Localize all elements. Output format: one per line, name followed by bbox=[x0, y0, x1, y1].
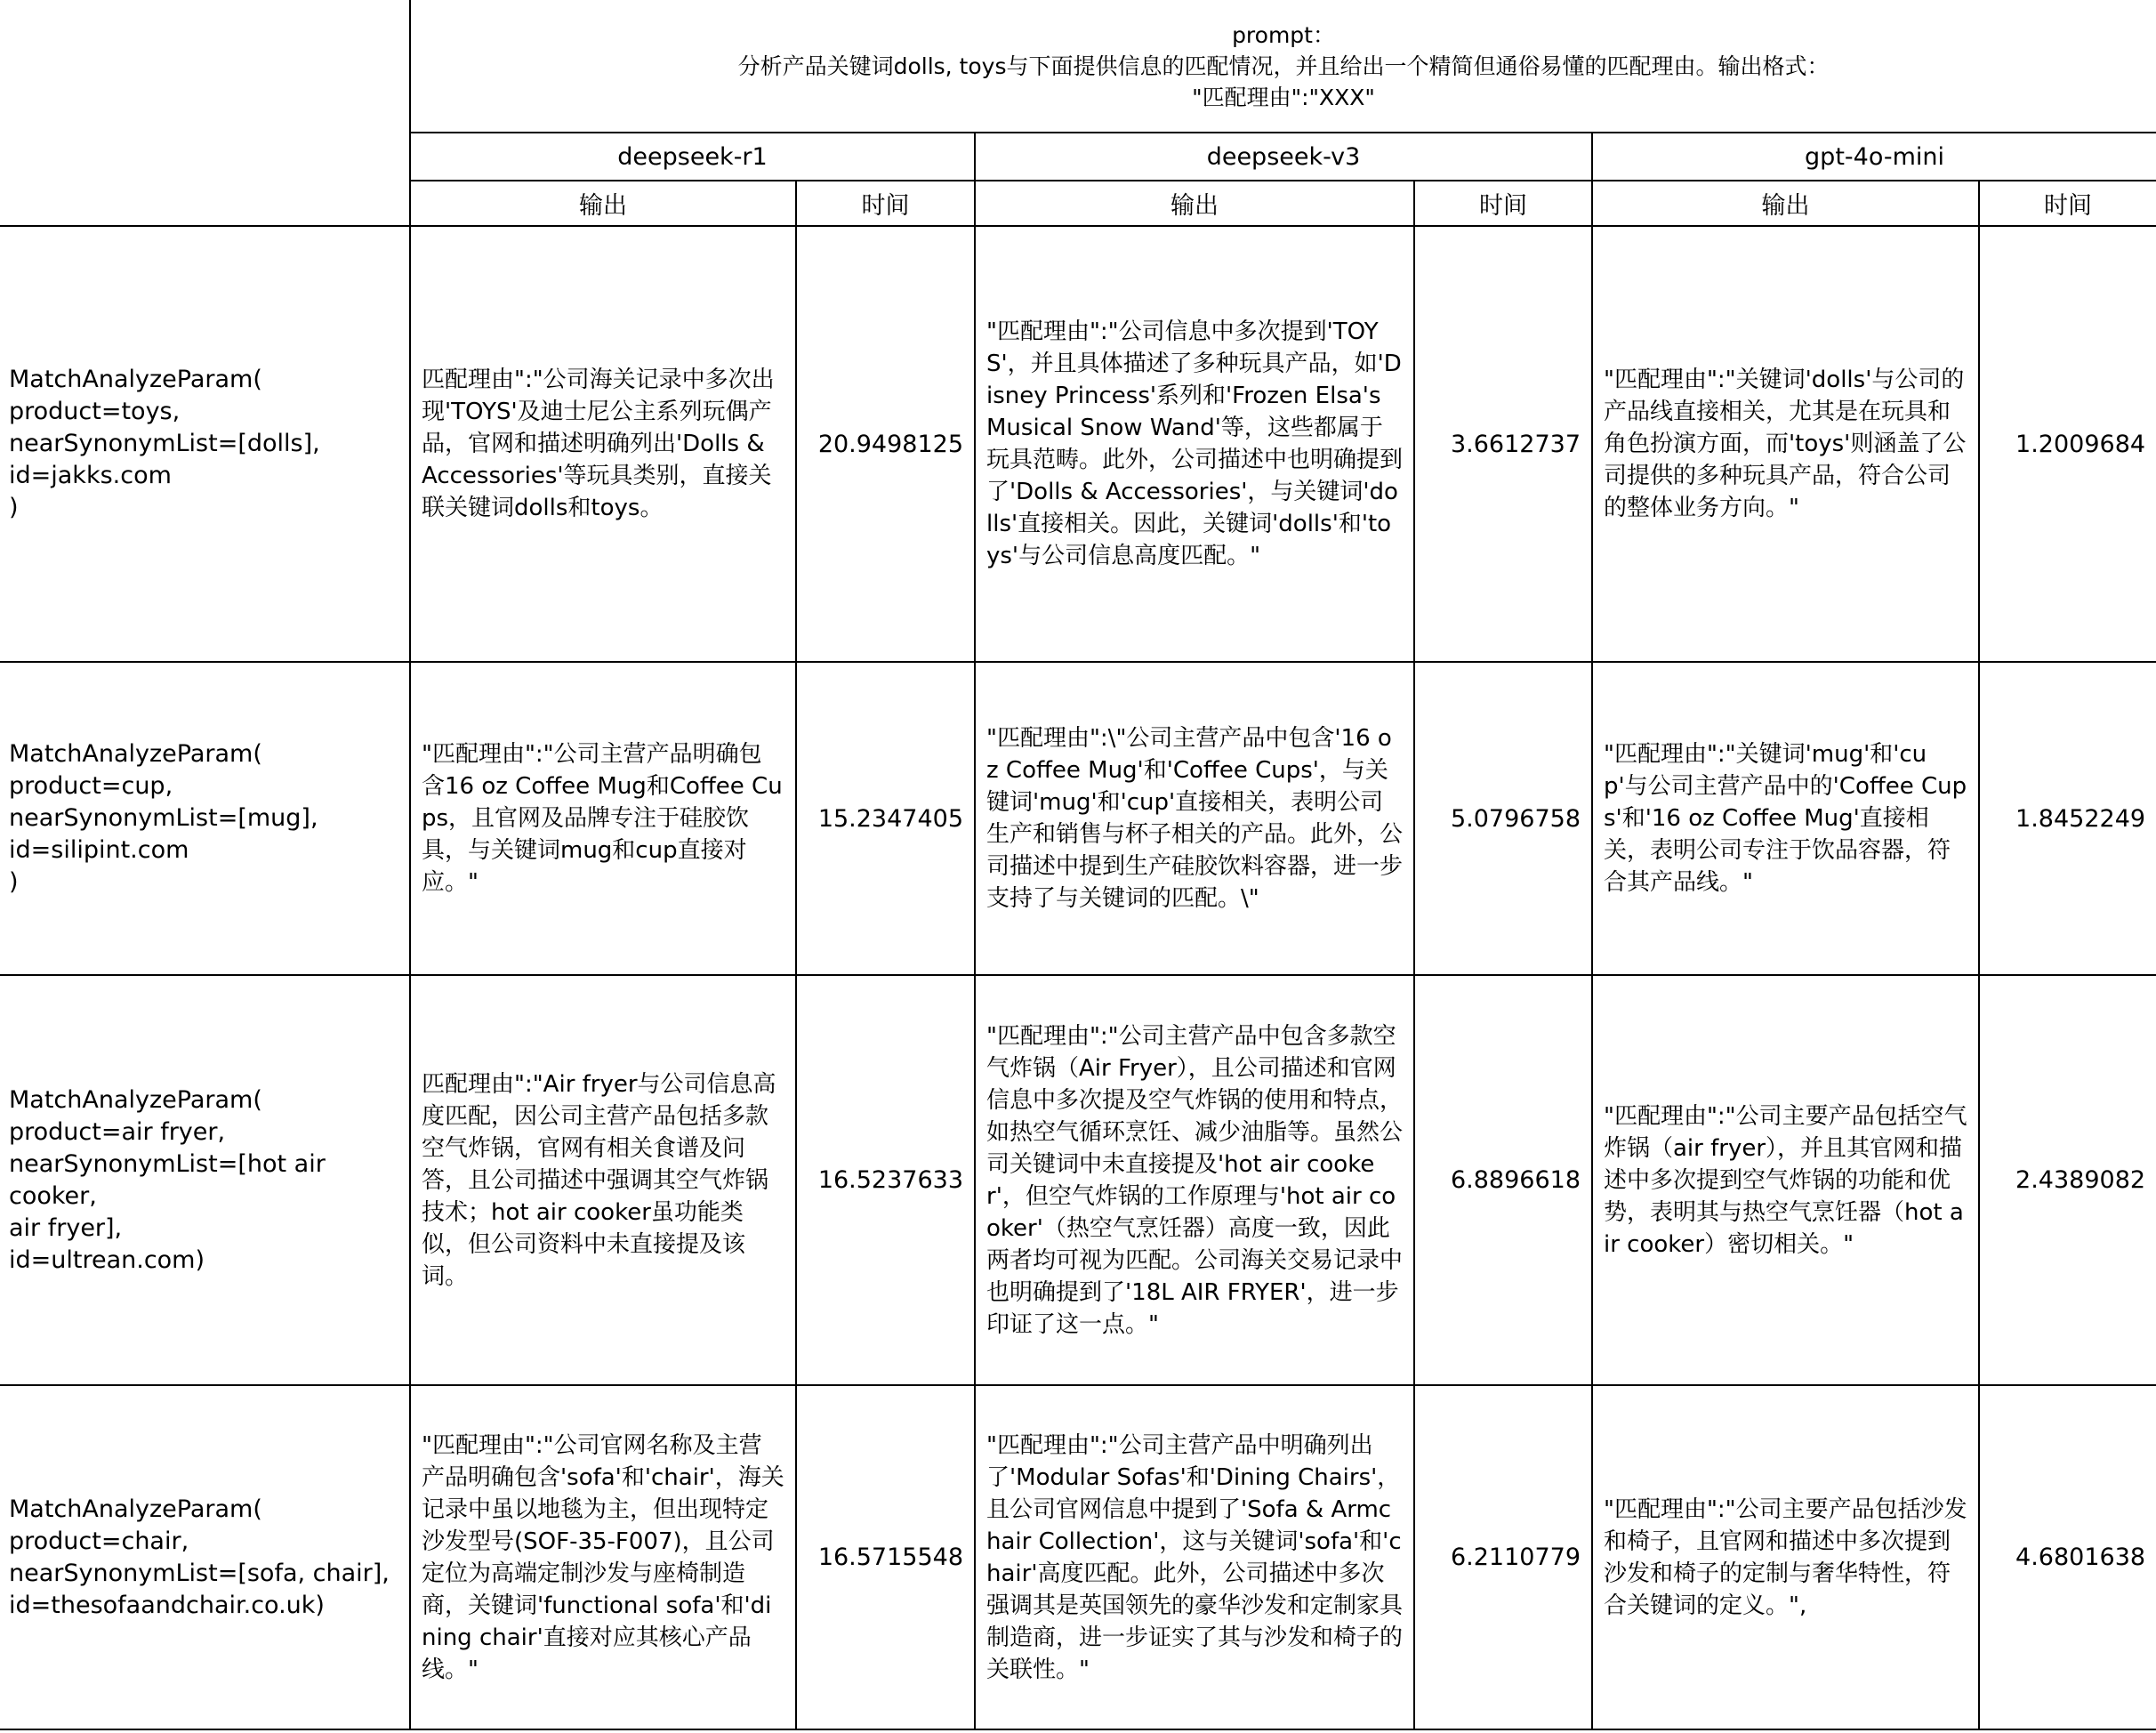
v3-time-cell: 3.6612737 bbox=[1414, 226, 1592, 662]
prompt-row bbox=[0, 0, 2156, 133]
prompt-format: "匹配理由":"XXX" bbox=[1192, 84, 1375, 110]
param-cell: MatchAnalyzeParam( product=air fryer, nearSynonymList=[hot air cooker, air fryer], id=ultrean.com) bbox=[0, 975, 410, 1385]
r1-output-cell: "匹配理由":"公司主营产品明确包含16 oz Coffee Mug和Coffee Cups，且官网及品牌专注于硅胶饮具，与关键词mug和cup直接对应。" bbox=[410, 662, 796, 975]
table-row bbox=[0, 226, 2156, 662]
v3-output-cell: "匹配理由":"公司信息中多次提到'TOYS'，并且具体描述了多种玩具产品，如'Disney Princess'系列和'Frozen Elsa's Musical Snow Wand'等，这些都属于玩具范畴。此外，公司描述中也明确提到了'Dolls & Accessories'，与关键词'dolls'直接相关。因此，关键词'dolls'和'toys'与公司信息高度匹配。" bbox=[975, 226, 1414, 662]
gpt-output-cell: "匹配理由":"公司主要产品包括沙发和椅子，且官网和描述中多次提到沙发和椅子的定制与奢华特性，符合关键词的定义。", bbox=[1592, 1385, 1979, 1729]
v3-time-cell: 6.2110779 bbox=[1414, 1385, 1592, 1729]
table-row bbox=[0, 1385, 2156, 1729]
table-row bbox=[0, 662, 2156, 975]
v3-time-cell: 6.8896618 bbox=[1414, 975, 1592, 1385]
v3-output-cell: "匹配理由":\"公司主营产品中包含'16 oz Coffee Mug'和'Coffee Cups'，与关键词'mug'和'cup'直接相关，表明公司生产和销售与杯子相关的产品。此外，公司描述中提到生产硅胶饮料容器，进一步支持了与关键词的匹配。\" bbox=[975, 662, 1414, 975]
r1-output-header: 输出 bbox=[410, 181, 796, 226]
model-gpt-4o-mini: gpt-4o-mini bbox=[1592, 133, 2156, 181]
gpt-time-header: 时间 bbox=[1979, 181, 2156, 226]
table-row bbox=[0, 975, 2156, 1385]
gpt-output-cell: "匹配理由":"关键词'dolls'与公司的产品线直接相关，尤其是在玩具和角色扮演方面，而'toys'则涵盖了公司提供的多种玩具产品，符合公司的整体业务方向。" bbox=[1592, 226, 1979, 662]
r1-output-cell: 匹配理由":"Air fryer与公司信息高度匹配，因公司主营产品包括多款空气炸锅，官网有相关食谱及问答，且公司描述中强调其空气炸锅技术；hot air cooker虽功能类似，但公司资料中未直接提及该词。 bbox=[410, 975, 796, 1385]
gpt-time-cell: 2.4389082 bbox=[1979, 975, 2156, 1385]
prompt-cell bbox=[410, 0, 2156, 133]
r1-time-cell: 16.5237633 bbox=[796, 975, 975, 1385]
gpt-time-cell: 4.6801638 bbox=[1979, 1385, 2156, 1729]
v3-output-cell: "匹配理由":"公司主营产品中包含多款空气炸锅（Air Fryer），且公司描述和官网信息中多次提及空气炸锅的使用和特点，如热空气循环烹饪、减少油脂等。虽然公司关键词中未直接提及'hot air cooker'，但空气炸锅的工作原理与'hot air cooker'（热空气烹饪器）高度一致，因此两者均可视为匹配。公司海关交易记录中也明确提到了'18L AIR FRYER'，进一步印证了这一点。" bbox=[975, 975, 1414, 1385]
v3-output-cell: "匹配理由":"公司主营产品中明确列出了'Modular Sofas'和'Dining Chairs'，且公司官网信息中提到了'Sofa & Armchair Collection'，这与关键词'sofa'和'chair'高度匹配。此外，公司描述中多次强调其是英国领先的豪华沙发和定制家具制造商，进一步证实了其与沙发和椅子的关联性。" bbox=[975, 1385, 1414, 1729]
gpt-time-cell: 1.8452249 bbox=[1979, 662, 2156, 975]
param-cell: MatchAnalyzeParam( product=toys, nearSynonymList=[dolls], id=jakks.com ) bbox=[0, 226, 410, 662]
model-deepseek-v3: deepseek-v3 bbox=[975, 133, 1592, 181]
param-cell: MatchAnalyzeParam( product=cup, nearSynonymList=[mug], id=silipint.com ) bbox=[0, 662, 410, 975]
prompt-title: prompt： bbox=[1232, 21, 1335, 48]
gpt-time-cell: 1.2009684 bbox=[1979, 226, 2156, 662]
v3-time-cell: 5.0796758 bbox=[1414, 662, 1592, 975]
gpt-output-cell: "匹配理由":"公司主要产品包括空气炸锅（air fryer），并且其官网和描述中多次提到空气炸锅的功能和优势，表明其与热空气烹饪器（hot air cooker）密切相关。" bbox=[1592, 975, 1979, 1385]
r1-time-cell: 16.5715548 bbox=[796, 1385, 975, 1729]
r1-output-cell: 匹配理由":"公司海关记录中多次出现'TOYS'及迪士尼公主系列玩偶产品，官网和描述明确列出'Dolls & Accessories'等玩具类别，直接关联关键词dolls和toys。 bbox=[410, 226, 796, 662]
v3-time-header: 时间 bbox=[1414, 181, 1592, 226]
r1-time-header: 时间 bbox=[796, 181, 975, 226]
param-cell: MatchAnalyzeParam( product=chair, nearSynonymList=[sofa, chair], id=thesofaandchair.co.uk) bbox=[0, 1385, 410, 1729]
gpt-output-header: 输出 bbox=[1592, 181, 1979, 226]
r1-time-cell: 20.9498125 bbox=[796, 226, 975, 662]
corner-cell bbox=[0, 0, 410, 226]
prompt-instruction: 分析产品关键词dolls, toys与下面提供信息的匹配情况，并且给出一个精简但通俗易懂的匹配理由。输出格式： bbox=[737, 52, 1830, 79]
v3-output-header: 输出 bbox=[975, 181, 1414, 226]
r1-output-cell: "匹配理由":"公司官网名称及主营产品明确包含'sofa'和'chair'，海关记录中虽以地毯为主，但出现特定沙发型号(SOF-35-F007)，且公司定位为高端定制沙发与座椅制造商，关键词'functional sofa'和'dining chair'直接对应其核心产品线。" bbox=[410, 1385, 796, 1729]
model-deepseek-r1: deepseek-r1 bbox=[410, 133, 975, 181]
r1-time-cell: 15.2347405 bbox=[796, 662, 975, 975]
gpt-output-cell: "匹配理由":"关键词'mug'和'cup'与公司主营产品中的'Coffee Cups'和'16 oz Coffee Mug'直接相关，表明公司专注于饮品容器，符合其产品线。" bbox=[1592, 662, 1979, 975]
